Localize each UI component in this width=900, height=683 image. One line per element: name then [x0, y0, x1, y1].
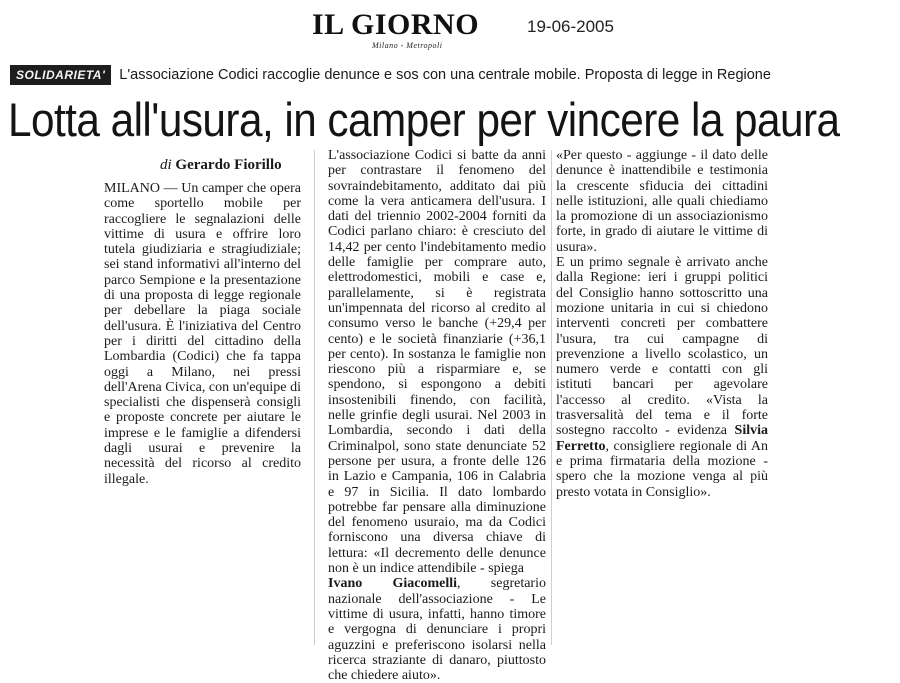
kicker-row	[10, 64, 890, 86]
article-column-2	[328, 148, 546, 683]
quote-text: , segretario nazionale dell'associazione - Le vittime di usura, infatti, hanno timore e vergogna di denunciare i propri aguzzini e preferiscono isolarsi nella ricerca straziante di danaro, piuttosto che chiedere aiuto».	[328, 576, 546, 683]
person-name: Ivano Giacomelli	[328, 576, 458, 592]
clipping-date: 19-06-2005	[527, 17, 614, 36]
paragraph-quote	[328, 576, 546, 683]
column-divider	[551, 150, 552, 645]
masthead-subtitle: Milano - Metropoli	[372, 41, 443, 50]
paragraph-statistics: L'associazione Codici si batte da anni per contrastare il fenomeno del sovraindebitamento, additato dai più come la vera anticamera dell'usura. I dati del triennio 2002-2004 forniti da Codici parlano chiaro: è cresciuto del 14,42 per cento l'indebitamento medio delle famiglie per comprare auto, elettrodomestici, mobili e case e, parallelamente, si è registrata un'impennata del ricorso al credito al consumo verso le banche (+29,4 per cento) e le società finanziarie (+36,1 per cento). In sostanza le famiglie non riescono più a risparmiare e, se spendono, si espongono a debiti insostenibili finendo, con facilità, nelle grinfie degli usurai. Nel 2003 in Lombardia, secondo i dati della Criminalpol, sono state denunciate 52 persone per usura, a fronte delle 126 in Lazio e Campania, 106 in Calabria e 97 in Sicilia. Il dato lombardo potrebbe far pensare alla diminuzione del fenomeno usuraio, ma da Codici forniscono una diversa chiave di lettura: «Il decremento delle denunce non è un indice attendibile - spiega	[328, 148, 546, 577]
article-column-3	[556, 148, 768, 500]
person-name: Silvia Ferretto	[556, 423, 768, 454]
column-divider	[314, 150, 315, 645]
byline	[160, 157, 282, 174]
article-column-1	[104, 181, 301, 487]
kicker-text: L'associazione Codici raccoglie denunce e sos con una centrale mobile. Proposta di legge in Regione	[119, 67, 771, 83]
section-label: SOLIDARIETA'	[10, 65, 111, 85]
paragraph-intro: MILANO — Un camper che opera come sportello mobile per raccogliere le segnalazioni delle vittime di usura e offrire loro tutela giudiziaria e stragiudiziale; sei stand informativi all'interno del parco Sempione e la presentazione di una proposta di legge regionale per debellare la piaga sociale dell'usura. È l'iniziativa del Centro per i diritti del cittadino della Lombardia (Codici) che fa tappa oggi a Milano, nei pressi dell'Arena Civica, con un'equipe di specialisti che dispenserà consigli e proposte concrete per aiutare le imprese e le famiglie a difendersi dagli usurai e prevenire la necessità del ricorso al credito illegale.	[104, 181, 301, 487]
region-text: E un primo segnale è arrivato anche dalla Regione: ieri i gruppi politici del Consiglio hanno sottoscritto una mozione unitaria in cui si chiedono interventi concreti per combattere l'usura, tra cui campagne di prevenzione a livello scolastico, un numero verde e contatti con gli istituti bancari per agevolare l'accesso al credito. «Vista la trasversalità del tema e il forte sostegno raccolto - evidenza	[556, 255, 768, 439]
byline-prefix: di	[160, 157, 172, 173]
paragraph-region	[556, 255, 768, 500]
closing-text: , consigliere regionale di An e prima firmataria della mozione - spero che la mozione venga al più presto votata in Consiglio».	[556, 438, 768, 500]
paragraph-distrust: «Per questo - aggiunge - il dato delle denunce è inattendibile e testimonia la crescente sfiducia dei cittadini nelle istituzioni, alle quali chiediamo la promozione di un associazionismo forte, in grado di aiutare le vittime di usura».	[556, 148, 768, 255]
byline-author: Gerardo Fiorillo	[175, 157, 282, 173]
headline: Lotta all'usura, in camper per vincere la paura	[8, 93, 840, 146]
masthead-title: IL GIORNO	[312, 8, 480, 41]
